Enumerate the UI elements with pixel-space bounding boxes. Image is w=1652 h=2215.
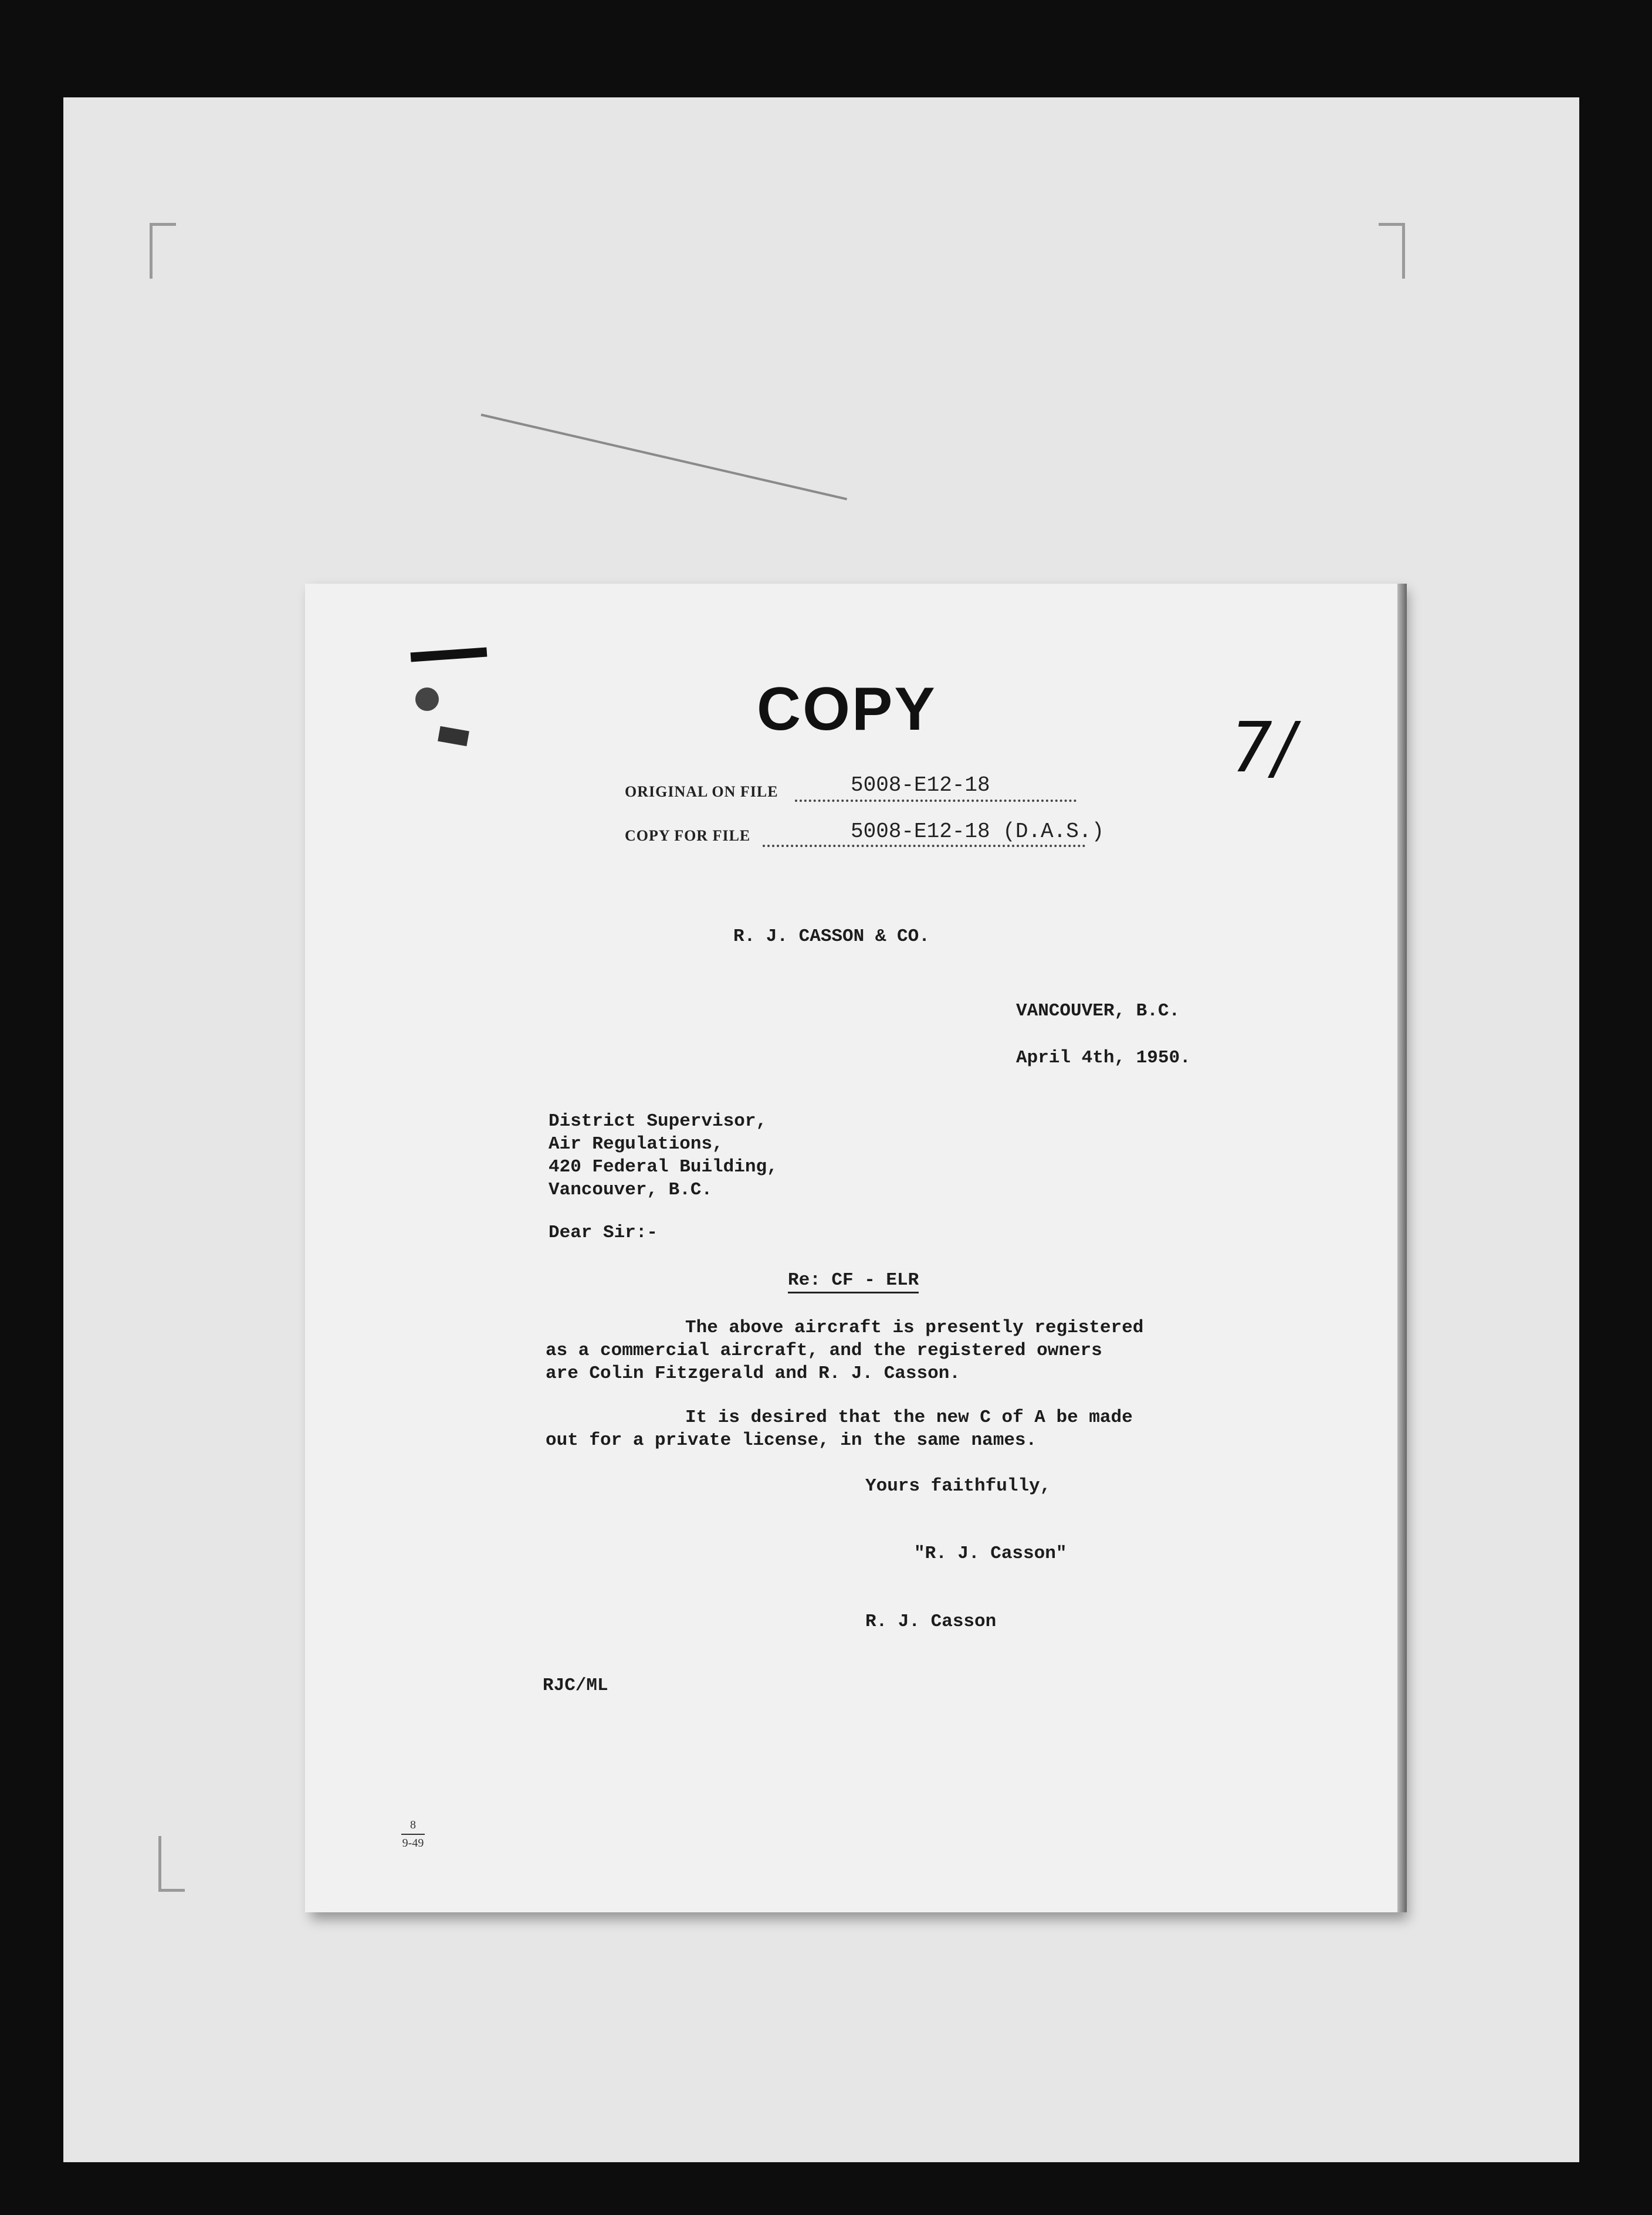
closing: Yours faithfully, [865, 1476, 1051, 1496]
signature-quoted: "R. J. Casson" [914, 1543, 1067, 1564]
form-number-bottom: 9-49 [402, 1837, 424, 1850]
handwritten-mark: 7/ [1221, 707, 1304, 788]
crop-mark-bottom-left [158, 1836, 185, 1892]
letter-date: April 4th, 1950. [1016, 1048, 1191, 1068]
typist-initials: RJC/ML [543, 1675, 608, 1696]
copy-stamp: COPY [757, 675, 937, 743]
original-file-number: 5008-E12-18 [851, 773, 990, 797]
copy-file-number: 5008-E12-18 (D.A.S.) [851, 819, 1105, 844]
crop-mark-top-left [150, 223, 176, 279]
company-name: R. J. CASSON & CO. [733, 926, 930, 947]
paragraph-line: The above aircraft is presently registered [685, 1318, 1144, 1338]
copy-file-dotted-line [763, 845, 1085, 847]
paragraph-line: out for a private license, in the same names. [546, 1430, 1037, 1451]
address-line: Vancouver, B.C. [549, 1180, 713, 1200]
paragraph-line: as a commercial aircraft, and the registered owners [546, 1340, 1102, 1361]
subject-line: Re: CF - ELR [788, 1270, 919, 1293]
original-file-dotted-line [795, 800, 1076, 802]
form-number [401, 1818, 425, 1850]
address-line: 420 Federal Building, [549, 1157, 778, 1177]
paragraph-line: It is desired that the new C of A be made [685, 1407, 1133, 1428]
signer-name: R. J. Casson [865, 1611, 997, 1632]
crop-mark-top-right [1379, 223, 1405, 279]
original-on-file-label: ORIGINAL ON FILE [625, 783, 778, 800]
salutation: Dear Sir:- [549, 1222, 658, 1243]
paragraph-line: are Colin Fitzgerald and R. J. Casson. [546, 1363, 960, 1384]
address-line: Air Regulations, [549, 1134, 723, 1154]
copy-for-file-label: COPY FOR FILE [625, 827, 751, 844]
address-line: District Supervisor, [549, 1111, 767, 1132]
form-number-top: 8 [410, 1818, 416, 1831]
city-line: VANCOUVER, B.C. [1016, 1001, 1180, 1021]
form-number-rule [401, 1834, 425, 1835]
punch-hole [415, 687, 439, 711]
